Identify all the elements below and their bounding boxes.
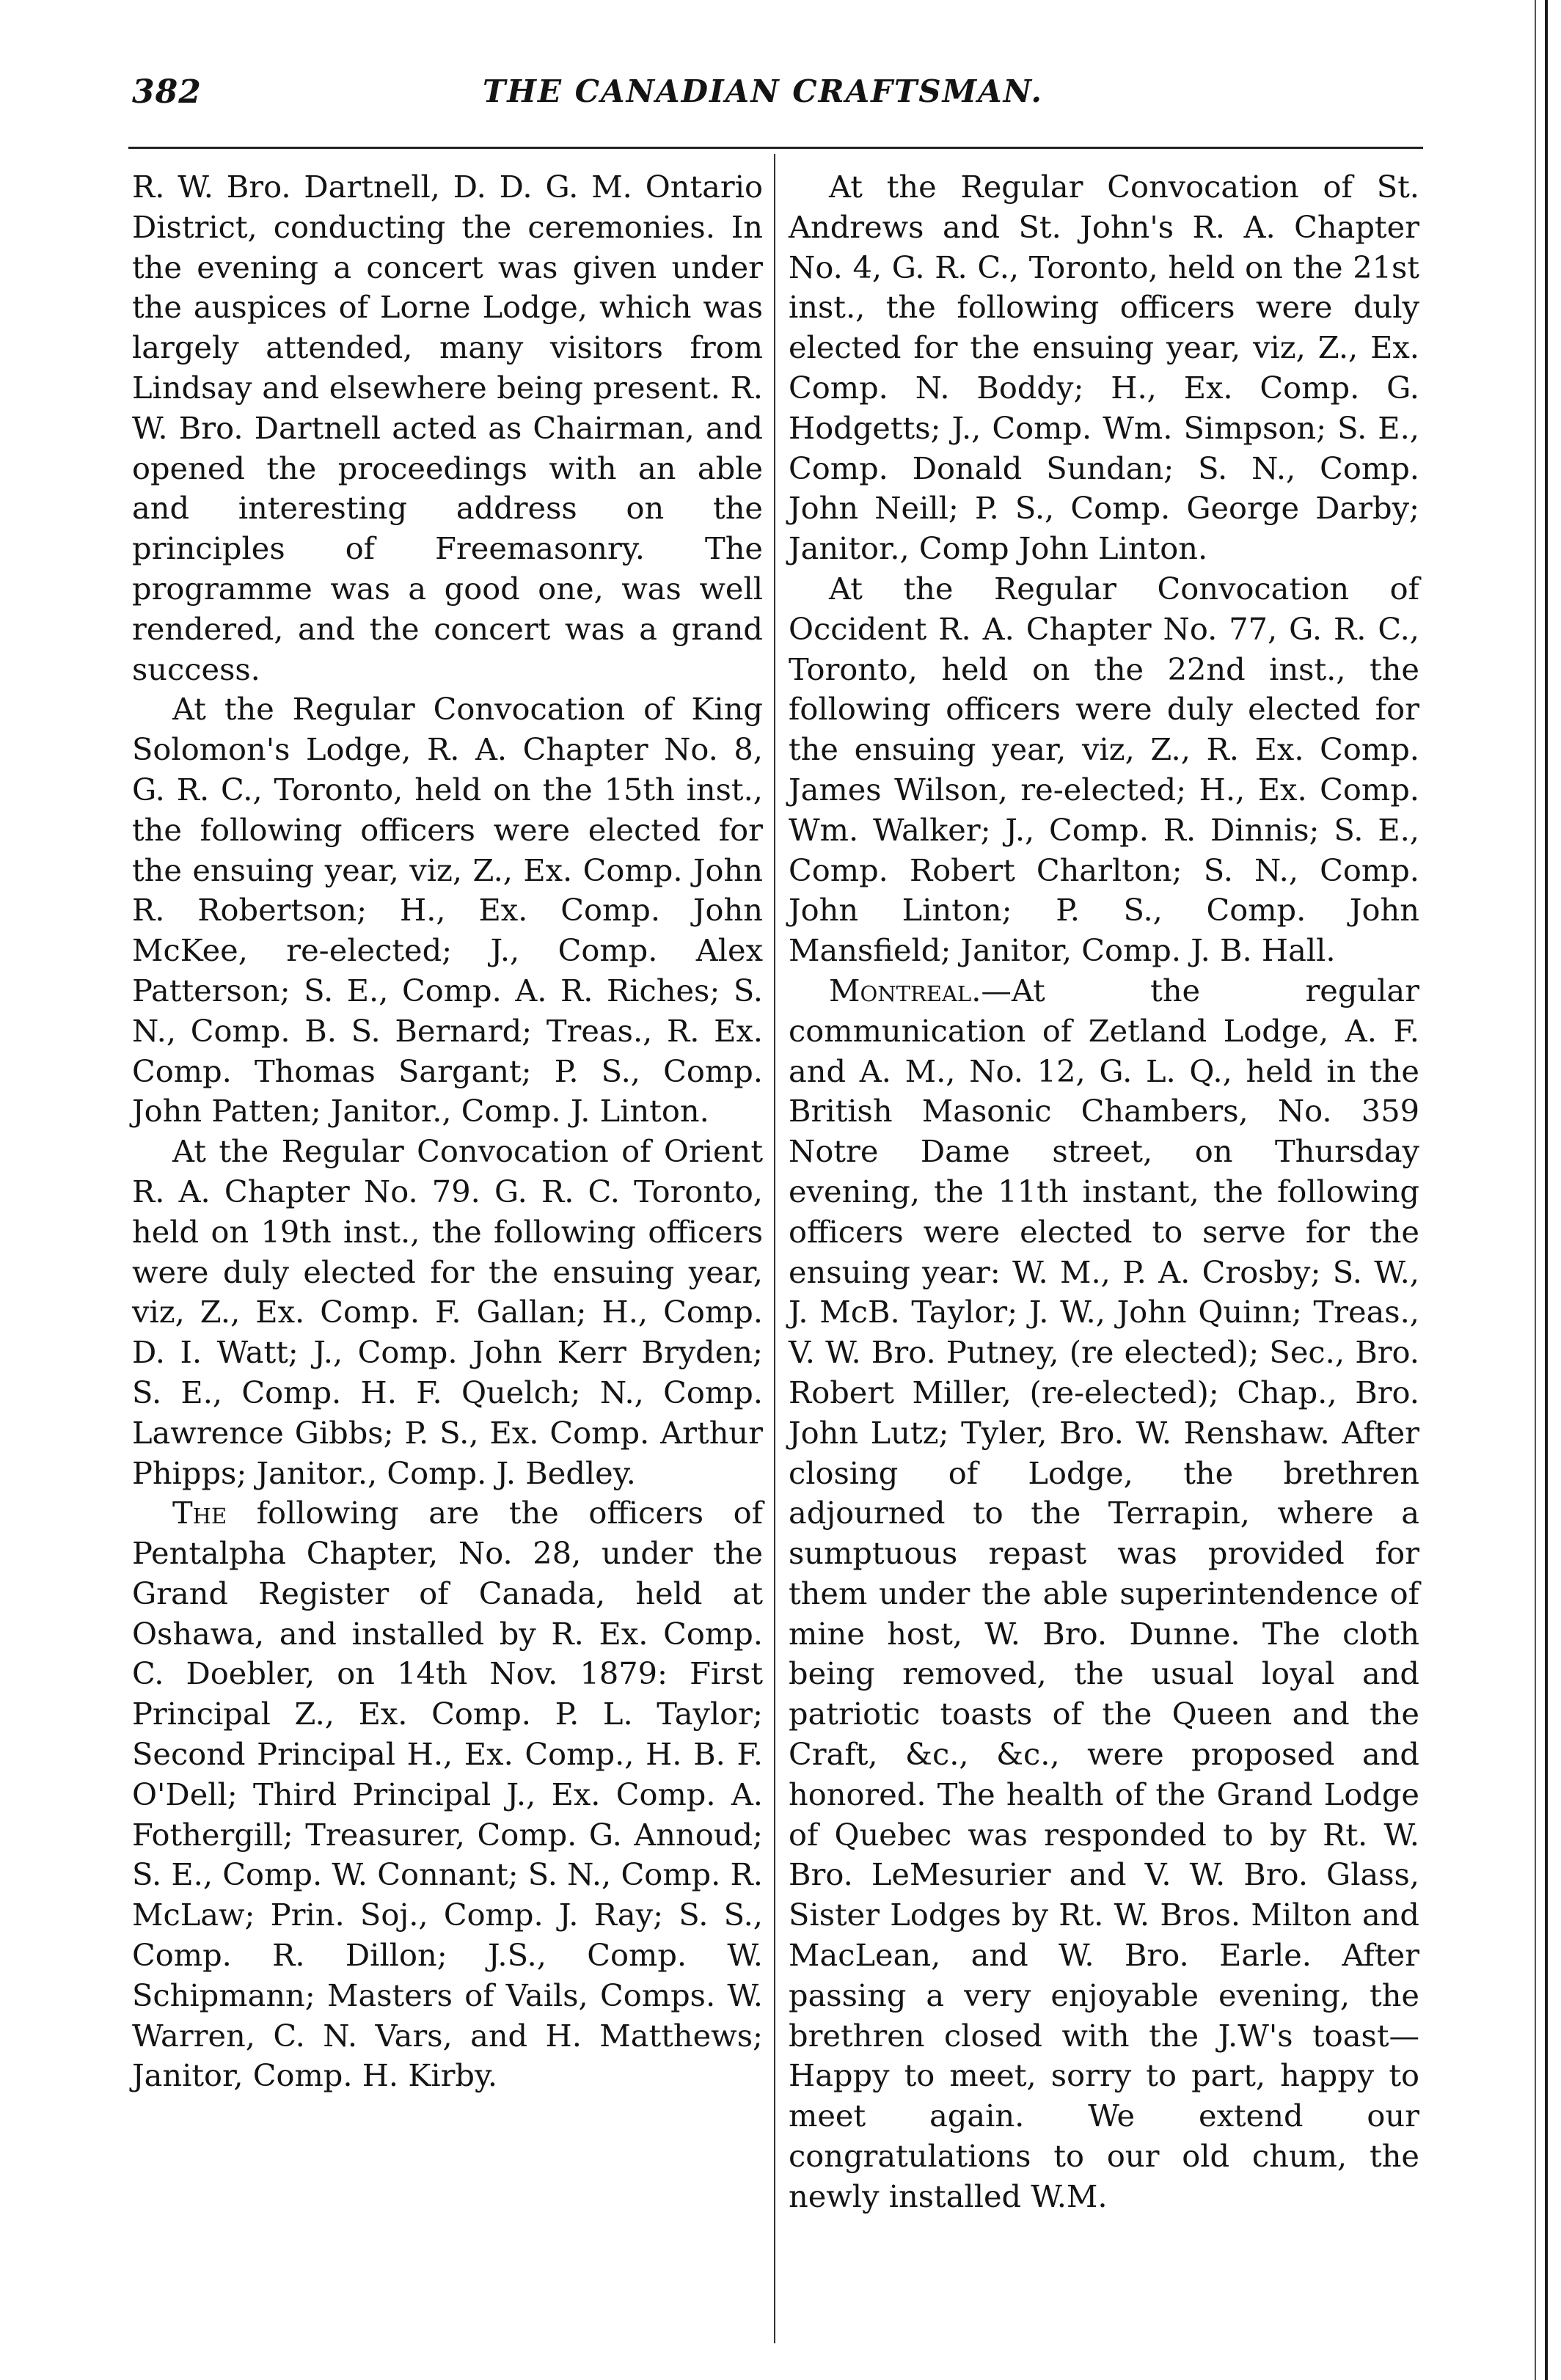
column-divider xyxy=(774,154,775,2343)
paragraph-lead-word: The xyxy=(172,1495,227,1531)
paragraph-body: —At the regular communication of Zetland Lodge, A. F. and A. M., No. 12, G. L. Q., held in the British Masonic Chambers, No. 359 Notre Dame street, on Thursday evening, the 11th instant, the following officers were elected to serve for the ensuing year: W. M., P. A. Crosby; S. W., J. McB. Taylor; J. W., John Quinn; Treas., V. W. Bro. Putney, (re elected); Sec., Bro. Robert Miller, (re-elected); Chap., Bro. John Lutz; Tyler, Bro. W. Renshaw. After closing of Lodge, the brethren adjourned to the Terrapin, where a sumptuous repast was provided for them under the able superintendence of mine host, W. Bro. Dunne. The cloth being removed, the usual loyal and patriotic toasts of the Queen and the Craft, &c., &c., were proposed and honored. The health of the Grand Lodge of Quebec was responded to by Rt. W. Bro. LeMesurier and V. W. Bro. Glass, Sister Lodges by Rt. W. Bros. Milton and MacLean, and W. Bro. Earle. After passing a very enjoyable evening, the brethren closed with the J.W's toast—Happy to meet, sorry to part, happy to meet again. We extend our congratulations to our old chum, the newly installed W.M. xyxy=(789,972,1419,2214)
running-title: THE CANADIAN CRAFTSMAN. xyxy=(483,73,1043,109)
left-paragraph-4 xyxy=(132,1493,763,2096)
left-paragraph-2: At the Regular Convocation of King Solomon's Lodge, R. A. Chapter No. 8, G. R. C., Toronto, held on the 15th inst., the following officers were elected for the ensuing year, viz, Z., Ex. Comp. John R. Robertson; H., Ex. Comp. John McKee, re-elected; J., Comp. Alex Patterson; S. E., Comp. A. R. Riches; S. N., Comp. B. S. Bernard; Treas., R. Ex. Comp. Thomas Sargant; P. S., Comp. John Patten; Janitor., Comp. J. Linton. xyxy=(132,691,763,1129)
right-column xyxy=(789,167,1419,2217)
right-paragraph-2: At the Regular Convocation of Occident R. A. Chapter No. 77, G. R. C., Toronto, held on the 22nd inst., the following officers were duly elected for the ensuing year, viz, Z., R. Ex. Comp. James Wilson, re-elected; H., Ex. Comp. Wm. Walker; J., Comp. R. Dinnis; S. E., Comp. Robert Charlton; S. N., Comp. John Linton; P. S., Comp. John Mansfield; Janitor, Comp. J. B. Hall. xyxy=(789,570,1419,969)
paragraph-body: following are the officers of Pentalpha Chapter, No. 28, under the Grand Register of Canada, held at Oshawa, and installed by R. Ex. Comp. C. Doebler, on 14th Nov. 1879: First Principal Z., Ex. Comp. P. L. Taylor; Second Principal H., Ex. Comp., H. B. F. O'Dell; Third Principal J., Ex. Comp. A. Fothergill; Treasurer, Comp. G. Annoud; S. E., Comp. W. Connant; S. N., Comp. R. McLaw; Prin. Soj., Comp. J. Ray; S. S., Comp. R. Dillon; J.S., Comp. W. Schipmann; Masters of Vails, Comps. W. Warren, C. N. Vars, and H. Matthews; Janitor, Comp. H. Kirby. xyxy=(132,1495,763,2094)
left-column xyxy=(132,167,763,2096)
dateline-montreal: Montreal. xyxy=(829,972,981,1008)
right-paragraph-1: At the Regular Convocation of St. Andrews and St. John's R. A. Chapter No. 4, G. R. C., Toronto, held on the 21st inst., the following officers were duly elected for the ensuing year, viz, Z., Ex. Comp. N. Boddy; H., Ex. Comp. G. Hodgetts; J., Comp. Wm. Simpson; S. E., Comp. Donald Sundan; S. N., Comp. John Neill; P. S., Comp. George Darby; Janitor., Comp John Linton. xyxy=(789,169,1419,567)
header-rule xyxy=(128,147,1423,149)
left-paragraph-1: R. W. Bro. Dartnell, D. D. G. M. Ontario District, conducting the ceremonies. In the evening a concert was given under the auspices of Lorne Lodge, which was largely attended, many visitors from Lindsay and elsewhere being present. R. W. Bro. Dartnell acted as Chairman, and opened the proceedings with an able and interesting address on the principles of Freemasonry. The programme was a good one, was well rendered, and the concert was a grand success. xyxy=(132,169,763,687)
page-number: 382 xyxy=(132,73,202,111)
right-paragraph-3 xyxy=(789,971,1419,2217)
left-paragraph-3: At the Regular Convocation of Orient R. A. Chapter No. 79. G. R. C. Toronto, held on 19th inst., the following officers were duly elected for the ensuing year, viz, Z., Ex. Comp. F. Gallan; H., Comp. D. I. Watt; J., Comp. John Kerr Bryden; S. E., Comp. H. F. Quelch; N., Comp. Lawrence Gibbs; P. S., Ex. Comp. Arthur Phipps; Janitor., Comp. J. Bedley. xyxy=(132,1133,763,1491)
binding-edge-inner xyxy=(1535,0,1536,2380)
page-header xyxy=(81,73,1445,125)
binding-edge xyxy=(1545,0,1548,2380)
